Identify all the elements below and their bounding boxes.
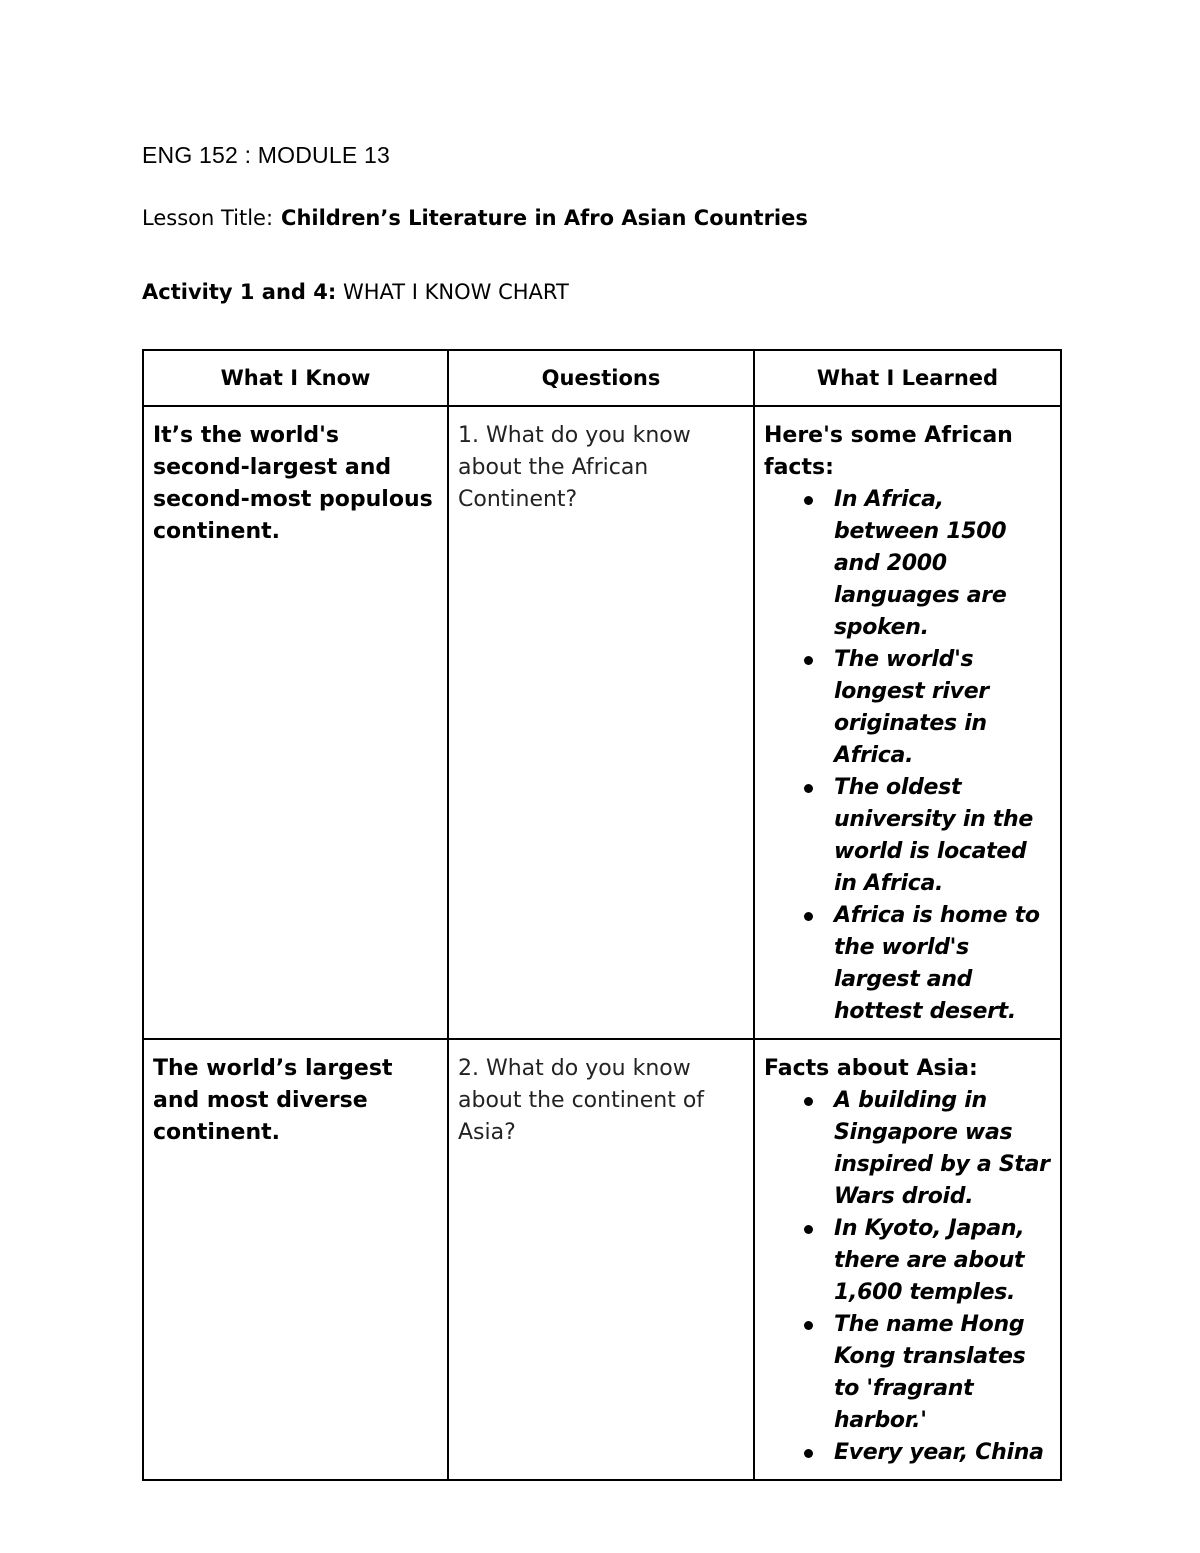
what-i-learned-cell xyxy=(754,406,1061,1039)
bullet-icon xyxy=(804,1097,813,1106)
activity-title: WHAT I KNOW CHART xyxy=(342,280,569,304)
fact-text: Africa is home to the world's largest and hottest desert. xyxy=(834,903,1040,1024)
bullet-icon xyxy=(804,1449,813,1458)
what-i-learned-cell xyxy=(754,1039,1061,1480)
bullet-icon xyxy=(804,1225,813,1234)
fact-item xyxy=(834,484,1052,644)
column-header-questions: Questions xyxy=(448,350,754,406)
what-i-know-cell: It’s the world's second-largest and second-most populous continent. xyxy=(143,406,448,1039)
fact-item xyxy=(834,900,1052,1028)
table-row-asia xyxy=(143,1039,1061,1480)
fact-item xyxy=(834,772,1052,900)
facts-list xyxy=(764,484,1052,1028)
fact-text: The oldest university in the world is located in Africa. xyxy=(834,775,1033,896)
lesson-title-label: Lesson Title: xyxy=(142,206,274,230)
course-module-heading: ENG 152 : MODULE 13 xyxy=(142,142,390,168)
fact-item xyxy=(834,644,1052,772)
facts-list xyxy=(764,1085,1052,1469)
fact-text: The name Hong Kong translates to 'fragrant harbor.' xyxy=(834,1312,1026,1433)
question-cell: 2. What do you know about the continent of Asia? xyxy=(448,1039,754,1480)
activity-prefix: Activity 1 and 4: xyxy=(142,280,337,304)
activity-heading xyxy=(142,280,569,304)
fact-item xyxy=(834,1085,1052,1213)
facts-heading: Facts about Asia: xyxy=(764,1056,978,1081)
fact-text: Every year, China xyxy=(834,1440,1044,1465)
fact-text: A building in Singapore was inspired by a Star Wars droid. xyxy=(834,1088,1050,1209)
fact-item xyxy=(834,1437,1052,1469)
lesson-title: Children’s Literature in Afro Asian Countries xyxy=(281,206,808,230)
fact-text: In Africa, between 1500 and 2000 languages are spoken. xyxy=(834,487,1007,640)
what-i-know-chart xyxy=(142,349,1062,1481)
bullet-icon xyxy=(804,1321,813,1330)
column-header-what-i-learned: What I Learned xyxy=(754,350,1061,406)
column-header-what-i-know: What I Know xyxy=(143,350,448,406)
question-cell: 1. What do you know about the African Continent? xyxy=(448,406,754,1039)
table-row-africa xyxy=(143,406,1061,1039)
fact-item xyxy=(834,1309,1052,1437)
bullet-icon xyxy=(804,784,813,793)
bullet-icon xyxy=(804,656,813,665)
bullet-icon xyxy=(804,496,813,505)
fact-item xyxy=(834,1213,1052,1309)
fact-text: The world's longest river originates in Africa. xyxy=(834,647,989,768)
bullet-icon xyxy=(804,912,813,921)
facts-heading: Here's some African facts: xyxy=(764,423,1013,480)
fact-text: In Kyoto, Japan, there are about 1,600 temples. xyxy=(834,1216,1025,1305)
what-i-know-cell: The world’s largest and most diverse continent. xyxy=(143,1039,448,1480)
table-header-row xyxy=(143,350,1061,406)
lesson-title-line xyxy=(142,206,808,230)
